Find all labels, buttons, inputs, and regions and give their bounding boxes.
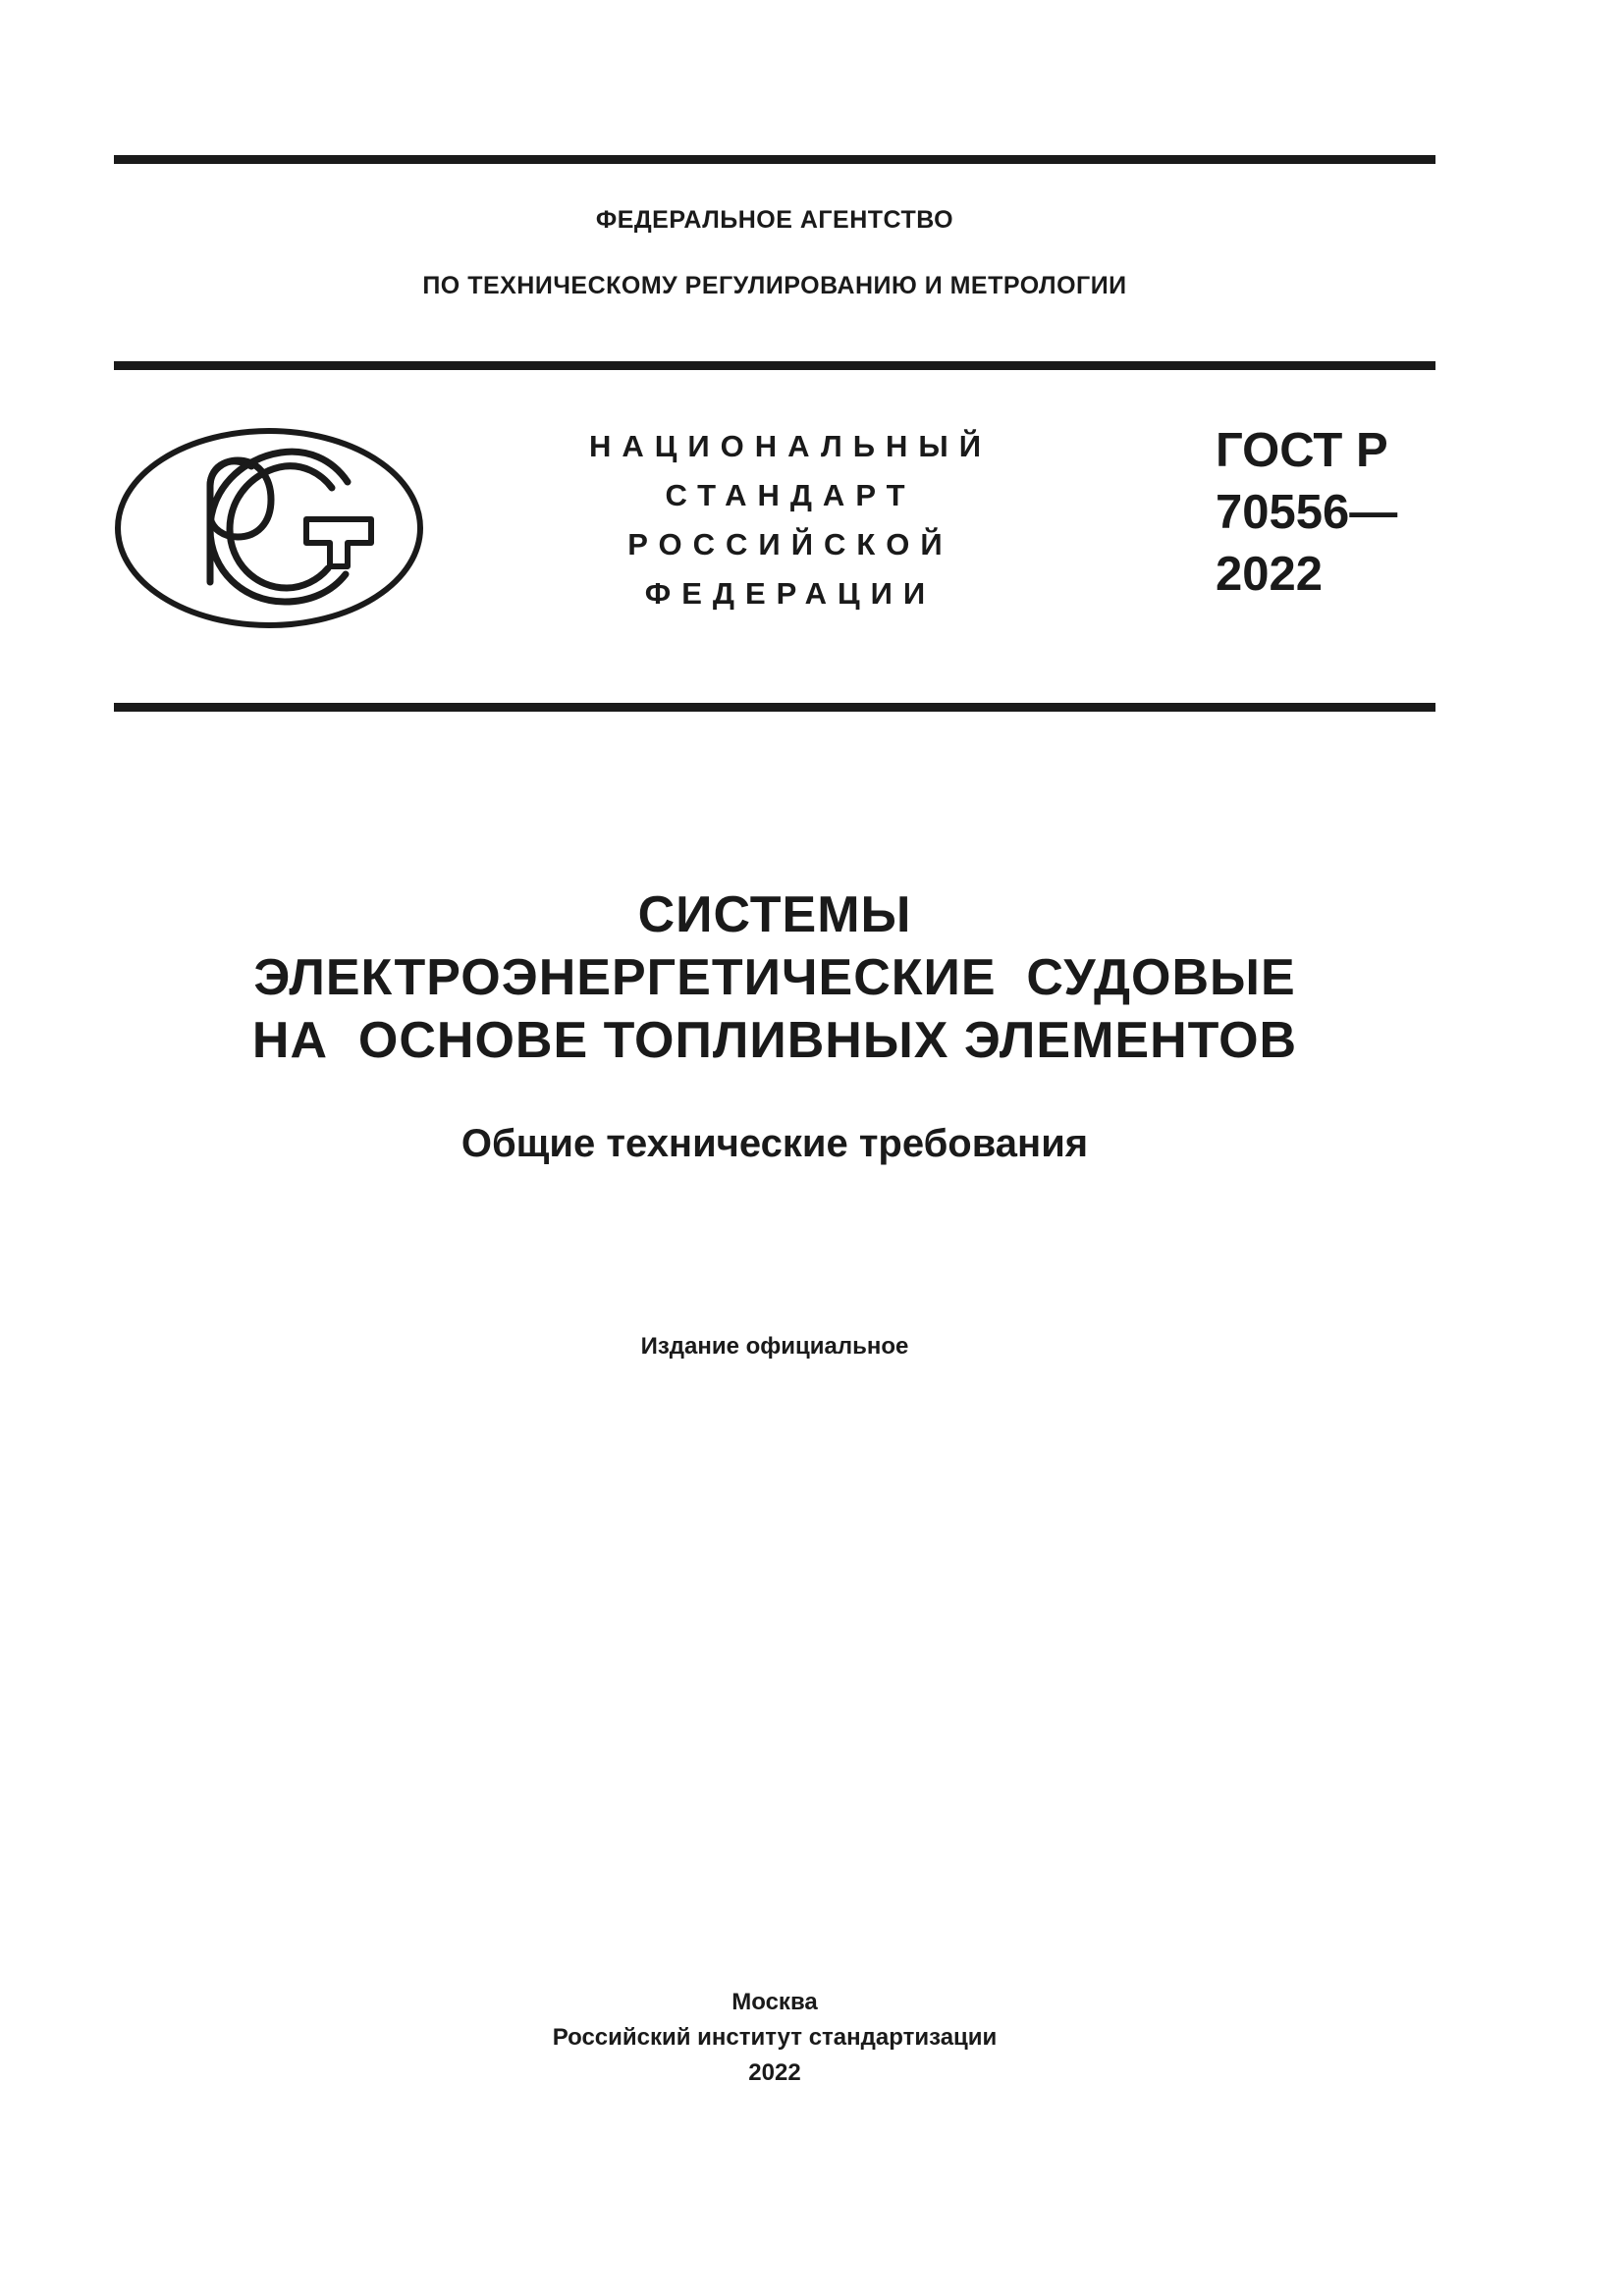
imprint xyxy=(114,1985,1435,2091)
designation-line: 70556— xyxy=(1216,486,1398,539)
title-line: ЭЛЕКТРОЭНЕРГЕТИЧЕСКИЕ СУДОВЫЕ xyxy=(253,949,1296,1006)
imprint-year: 2022 xyxy=(748,2059,801,2086)
document-subtitle: Общие технические требования xyxy=(460,1122,1089,1165)
title-line: СИСТЕМЫ xyxy=(637,886,912,943)
national-standard-line: НАЦИОНАЛЬНЫЙ xyxy=(588,429,993,463)
national-standard-line: ФЕДЕРАЦИИ xyxy=(644,576,937,611)
agency-name-line-1: ФЕДЕРАЛЬНОЕ АГЕНТСТВО xyxy=(595,206,954,234)
standard-designation xyxy=(1216,420,1397,606)
middle-rule xyxy=(114,361,1435,370)
agency-name-line-2: ПО ТЕХНИЧЕСКОМУ РЕГУЛИРОВАНИЮ И МЕТРОЛОГИИ xyxy=(422,272,1127,299)
rst-certification-mark-icon xyxy=(114,425,428,631)
imprint-publisher: Российский институт стандартизации xyxy=(552,2024,998,2051)
title-line: НА ОСНОВЕ ТОПЛИВНЫХ ЭЛЕМЕНТОВ xyxy=(251,1012,1298,1069)
imprint-city: Москва xyxy=(731,1989,818,2015)
edition-note: Издание официальное xyxy=(640,1333,909,1360)
designation-line: ГОСТ Р xyxy=(1216,424,1388,477)
national-standard-line: РОССИЙСКОЙ xyxy=(627,527,953,561)
national-standard-label xyxy=(530,422,1051,618)
national-standard-line: СТАНДАРТ xyxy=(665,478,916,512)
bottom-rule xyxy=(114,703,1435,712)
top-rule xyxy=(114,155,1435,164)
document-title xyxy=(114,883,1435,1072)
designation-line: 2022 xyxy=(1216,548,1324,601)
